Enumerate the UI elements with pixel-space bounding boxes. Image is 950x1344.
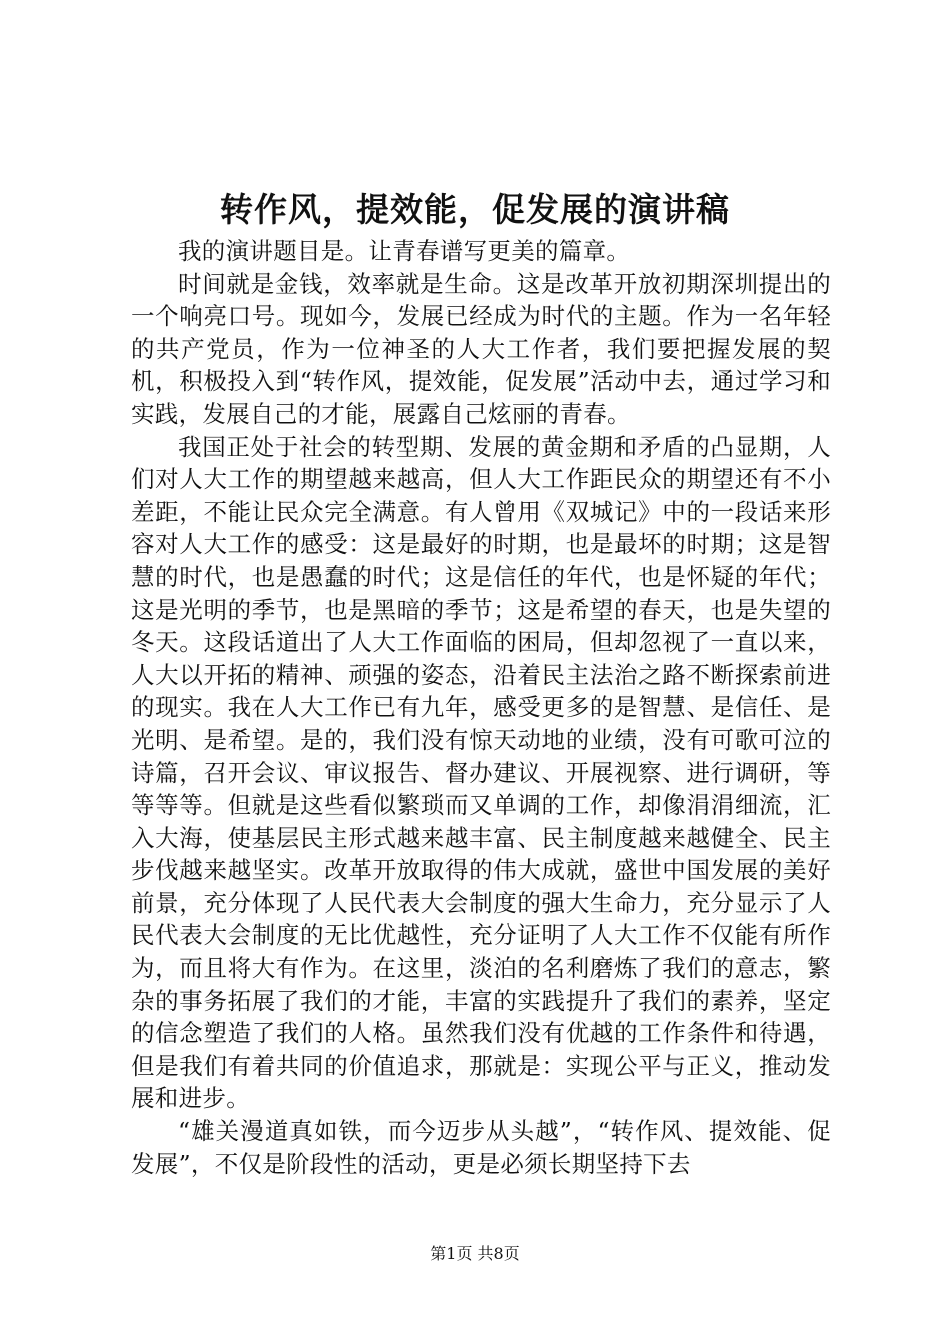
document-body bbox=[131, 235, 831, 1180]
paragraph-4: “雄关漫道真如铁，而今迈步从头越”，“转作风、提效能、促发展”，不仅是阶段性的活动，更是必须长期坚持下去 bbox=[131, 1117, 831, 1178]
document-title: 转作风，提效能，促发展的演讲稿 bbox=[220, 190, 730, 229]
page-number-footer: 第1页 共8页 bbox=[430, 1244, 520, 1263]
paragraph-3: 我国正处于社会的转型期、发展的黄金期和矛盾的凸显期，人们对人大工作的期望越来越高，但人大工作距民众的期望还有不小差距，不能让民众完全满意。有人曾用《双城记》中的一段话来形容对人大工作的感受：这是最好的时期，也是最坏的时期；这是智慧的时代，也是愚蠢的时代；这是信任的年代，也是怀疑的年代；这是光明的季节，也是黑暗的季节；这是希望的春天，也是失望的冬天。这段话道出了人大工作面临的困局，但却忽视了一直以来，人大以开拓的精神、顽强的姿态，沿着民主法治之路不断探索前进的现实。我在人大工作已有九年，感受更多的是智慧、是信任、是光明、是希望。是的，我们没有惊天动地的业绩，没有可歌可泣的诗篇，召开会议、审议报告、督办建议、开展视察、进行调研，等等等等。但就是这些看似繁琐而又单调的工作，却像涓涓细流，汇入大海，使基层民主形式越来越丰富、民主制度越来越健全、民主步伐越来越坚实。改革开放取得的伟大成就，盛世中国发展的美好前景，充分体现了人民代表大会制度的强大生命力，充分显示了人民代表大会制度的无比优越性，充分证明了人大工作不仅能有所作为，而且将大有作为。在这里，淡泊的名利磨炼了我们的意志，繁杂的事务拓展了我们的才能，丰富的实践提升了我们的素养，坚定的信念塑造了我们的人格。虽然我们没有优越的工作条件和待遇，但是我们有着共同的价值追求，那就是：实现公平与正义，推动发展和进步。 bbox=[131, 432, 831, 1113]
paragraph-1: 我的演讲题目是。让青春谱写更美的篇章。 bbox=[178, 237, 631, 265]
paragraph-2: 时间就是金钱，效率就是生命。这是改革开放初期深圳提出的一个响亮口号。现如今，发展已经成为时代的主题。作为一名年轻的共产党员，作为一位神圣的人大工作者，我们要把握发展的契机，积极投入到“转作风，提效能，促发展”活动中去，通过学习和实践，发展自己的才能，展露自己炫丽的青春。 bbox=[131, 269, 831, 428]
